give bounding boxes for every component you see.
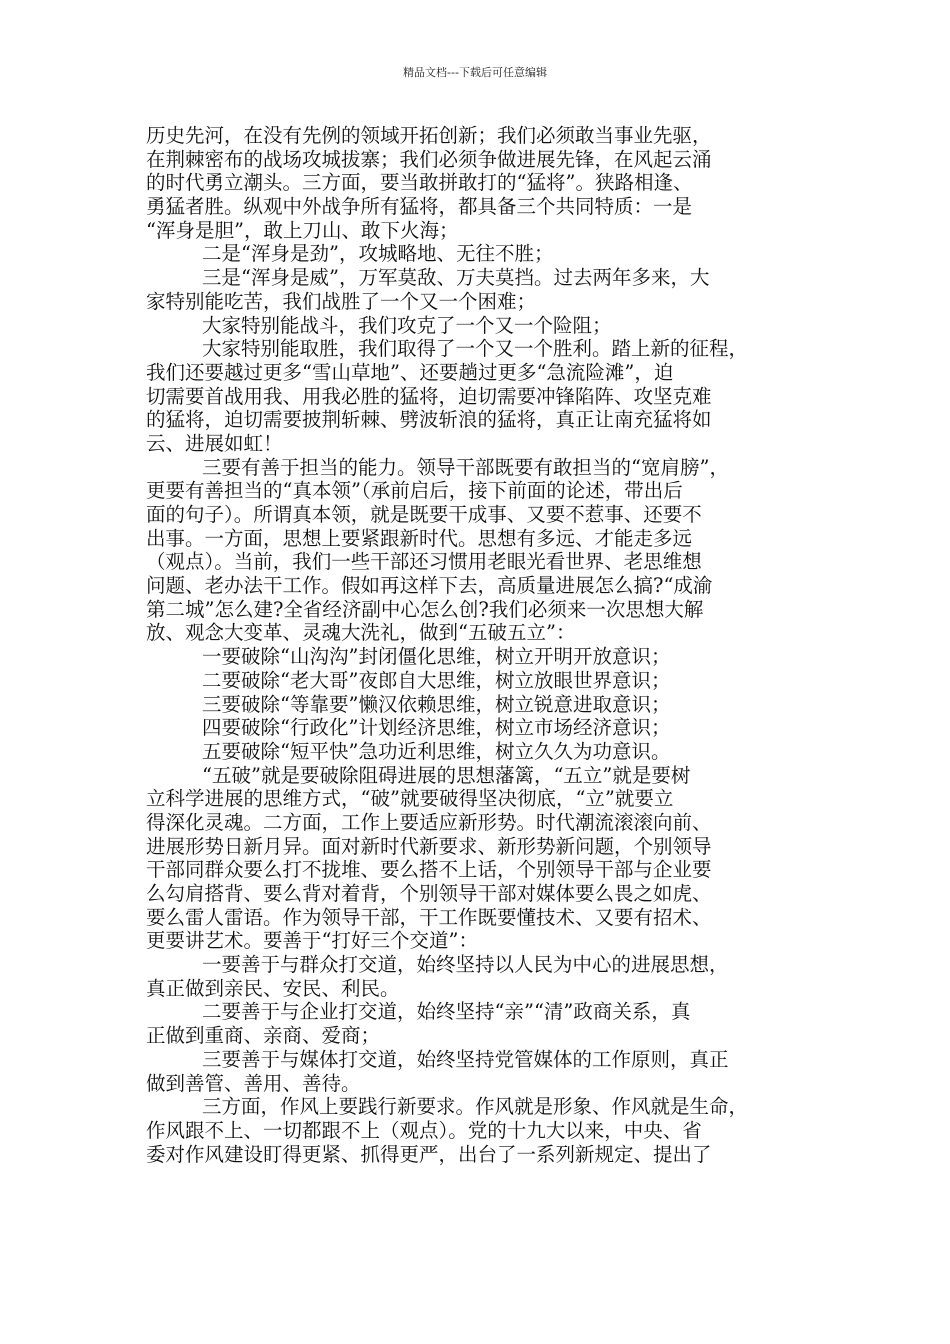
text-line: 正做到重商、亲商、爱商； bbox=[146, 1024, 381, 1048]
text-line: 切需要首战用我、用我必胜的猛将，迫切需要冲锋陷阵、攻坚克难 bbox=[146, 384, 712, 408]
text-line: 三要破除“等靠要”懒汉依赖思维，树立锐意进取意识； bbox=[202, 692, 671, 716]
text-line: 做到善管、善用、善待。 bbox=[146, 1071, 361, 1095]
text-line: 三是“浑身是威”，万军莫敌、万夫莫挡。过去两年多来，大 bbox=[202, 266, 710, 290]
text-line: 云、进展如虹！ bbox=[146, 431, 283, 455]
text-line: 得深化灵魂。二方面，工作上要适应新形势。时代潮流滚滚向前、 bbox=[146, 810, 712, 834]
text-line: 二要善于与企业打交道，始终坚持“亲”“清”政商关系，真 bbox=[202, 1000, 691, 1024]
text-line: 二要破除“老大哥”夜郎自大思维，树立放眼世界意识； bbox=[202, 668, 671, 692]
text-line: 立科学进展的思维方式，“破”就要破得坚决彻底，“立”就要立 bbox=[146, 787, 674, 811]
text-line: 真正做到亲民、安民、利民。 bbox=[146, 976, 400, 1000]
text-line: 的时代勇立潮头。三方面，要当敢拼敢打的“猛将”。狭路相逢、 bbox=[146, 171, 693, 195]
text-line: 面的句子）。所谓真本领，就是既要干成事、又要不惹事、还要不 bbox=[146, 503, 702, 526]
text-line: 历史先河，在没有先例的领域开拓创新；我们必须敢当事业先驱， bbox=[146, 124, 712, 147]
text-line: 问题、老办法干工作。假如再这样下去，高质量进展怎么搞?“成渝 bbox=[146, 574, 713, 598]
text-line: 干部同群众要么打不拢堆、要么搭不上话，个别领导干部与企业要 bbox=[146, 858, 712, 882]
text-line: 一要破除“山沟沟”封闭僵化思维，树立开明开放意识； bbox=[202, 645, 671, 669]
text-line: 家特别能吃苦，我们战胜了一个又一个困难； bbox=[146, 289, 537, 313]
text-line: 三方面，作风上要践行新要求。作风就是形象、作风就是生命， bbox=[202, 1095, 749, 1119]
text-line: 放、观念大变革、灵魂大洗礼，做到“五破五立”： bbox=[146, 621, 576, 645]
text-line: 在荆棘密布的战场攻城拔寨；我们必须争做进展先锋，在风起云涌 bbox=[146, 147, 712, 171]
text-line: “浑身是胆”，敢上刀山、敢下火海； bbox=[146, 218, 459, 242]
text-line: 进展形势日新月异。面对新时代新要求、新形势新问题，个别领导 bbox=[146, 834, 712, 858]
text-line: “五破”就是要破除阻碍进展的思想藩篱，“五立”就是要树 bbox=[202, 763, 691, 787]
text-line: 二是“浑身是劲”，攻城略地、无往不胜； bbox=[202, 242, 554, 266]
text-line: 的猛将，迫切需要披荆斩棘、劈波斩浪的猛将，真正让南充猛将如 bbox=[146, 408, 712, 432]
text-line: 第二城”怎么建?全省经济副中心怎么创?我们必须来一次思想大解 bbox=[146, 597, 704, 621]
text-line: 要么雷人雷语。作为领导干部，干工作既要懂技术、又要有招术、 bbox=[146, 905, 712, 929]
text-line: 一要善于与群众打交道，始终坚持以人民为中心的进展思想， bbox=[202, 953, 729, 977]
text-line: 勇猛者胜。纵观中外战争所有猛将，都具备三个共同特质：一是 bbox=[146, 195, 693, 219]
text-line: 我们还要越过更多“雪山草地”、还要趟过更多“急流险滩”，迫 bbox=[146, 360, 674, 384]
text-line: 更要讲艺术。要善于“打好三个交道”： bbox=[146, 929, 478, 953]
text-line: 大家特别能取胜，我们取得了一个又一个胜利。踏上新的征程， bbox=[202, 337, 749, 361]
text-line: 作风跟不上、一切都跟不上（观点）。党的十九大以来，中央、省 bbox=[146, 1118, 702, 1142]
text-line: 么勾肩搭背、要么背对着背，个别领导干部对媒体要么畏之如虎、 bbox=[146, 882, 712, 905]
text-line: 五要破除“短平快”急功近利思维，树立久久为功意识。 bbox=[202, 739, 671, 763]
text-line: 出事。一方面，思想上要紧跟新时代。思想有多远、才能走多远 bbox=[146, 526, 693, 550]
text-line: 委对作风建设盯得更紧、抓得更严，出台了一系列新规定、提出了 bbox=[146, 1142, 712, 1166]
text-line: 大家特别能战斗，我们攻克了一个又一个险阻； bbox=[202, 313, 612, 337]
text-line: 三要善于与媒体打交道，始终坚持党管媒体的工作原则，真正 bbox=[202, 1047, 729, 1071]
text-line: 四要破除“行政化”计划经济思维，树立市场经济意识； bbox=[202, 716, 671, 740]
page-header: 精品文档---下载后可任意编辑 bbox=[403, 66, 547, 79]
text-line: 更要有善担当的“真本领”（承前启后，接下前面的论述，带出后 bbox=[146, 479, 683, 503]
text-line: 三要有善于担当的能力。领导干部既要有敢担当的“宽肩膀”， bbox=[202, 455, 729, 479]
document-body bbox=[146, 124, 808, 1166]
text-line: （观点）。当前，我们一些干部还习惯用老眼光看世界、老思维想 bbox=[146, 550, 702, 574]
